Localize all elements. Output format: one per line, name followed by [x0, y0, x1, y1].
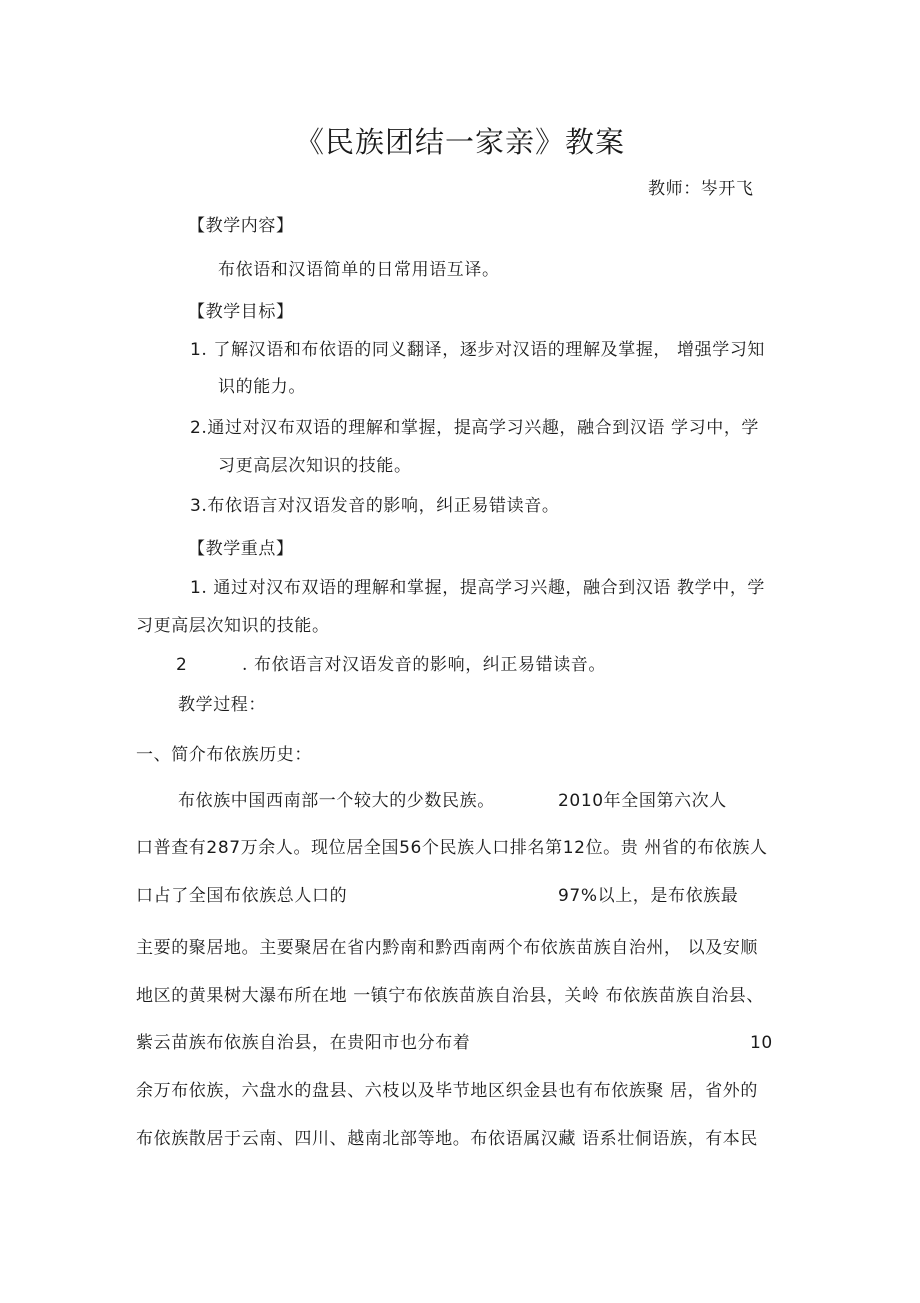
- heading-content: 【教学内容】: [188, 216, 294, 236]
- heading-key-points: 【教学重点】: [188, 539, 294, 559]
- history-line-1b: [558, 789, 727, 813]
- objective-1: [190, 338, 765, 362]
- history-line-1a: 布依族中国西南部一个较大的少数民族。: [178, 791, 495, 811]
- objective-2-cont: 习更高层次知识的技能。: [218, 456, 412, 476]
- rank-number: 12: [562, 838, 586, 858]
- percent-number: 97%: [558, 886, 598, 906]
- history-line-7: 余万布依族，六盘水的盘县、六枝以及毕节地区织金县也有布依族聚 居，省外的: [136, 1081, 759, 1101]
- key-point-1: [190, 576, 765, 600]
- history-line-8: 布依族散居于云南、四川、越南北部等地。布依语属汉藏 语系壮侗语族，有本民: [136, 1129, 759, 1149]
- content-text: 布依语和汉语简单的日常用语互译。: [218, 260, 500, 280]
- objective-1-cont: 识的能力。: [218, 377, 306, 397]
- history-heading: 一、简介布依族历史：: [136, 745, 312, 765]
- key-point-2-number: [176, 653, 187, 677]
- key-point-1-number: 1: [190, 578, 202, 598]
- history-line-3b: [558, 884, 738, 908]
- history-line-2-c: 个民族人口排名第: [421, 838, 563, 858]
- key-point-2-num: 2: [176, 655, 188, 675]
- objective-1-text: . 了解汉语和布依语的同义翻译，逐步对汉语的理解及掌握， 增强学习知: [201, 340, 766, 360]
- history-line-3a: 口占了全国布依族总人口的: [136, 886, 348, 906]
- objective-3: [190, 494, 559, 518]
- objective-2: [190, 416, 759, 440]
- history-line-6b: [750, 1031, 773, 1055]
- history-line-2: [136, 836, 768, 860]
- history-line-6a: 紫云苗族布依族自治县，在贵阳市也分布着: [136, 1033, 471, 1053]
- key-point-1-cont: 习更高层次知识的技能。: [136, 616, 330, 636]
- census-year: 2010: [558, 791, 604, 811]
- population-number: 287: [206, 838, 241, 858]
- page-title: 《民族团结一家亲》教案: [294, 125, 625, 159]
- history-line-5: 地区的黄果树大瀑布所在地 一镇宁布依族苗族自治县，关岭 布依族苗族自治县、: [136, 986, 765, 1006]
- objective-1-number: 1: [190, 340, 202, 360]
- history-line-2-a: 口普查有: [136, 838, 207, 858]
- teacher-name: 教师：岑开飞: [648, 179, 754, 199]
- ethnic-count: 56: [399, 838, 422, 858]
- key-point-2-text: . 布依语言对汉语发音的影响，纠正易错读音。: [242, 655, 607, 675]
- key-point-1-text: . 通过对汉布双语的理解和掌握，提高学习兴趣，融合到汉语 教学中，学: [201, 578, 766, 598]
- history-line-2-b: 万余人。现位居全国: [240, 838, 400, 858]
- history-line-1b-text: 年全国第六次人: [603, 791, 727, 811]
- process-label: 教学过程：: [178, 695, 266, 715]
- objective-2-number: 2: [190, 418, 202, 438]
- objective-2-text: .通过对汉布双语的理解和掌握，提高学习兴趣，融合到汉语 学习中，学: [201, 418, 760, 438]
- heading-objectives: 【教学目标】: [188, 302, 294, 322]
- guiyang-number: 10: [750, 1033, 773, 1053]
- history-line-4: 主要的聚居地。主要聚居在省内黔南和黔西南两个布依族苗族自治州， 以及安顺: [136, 938, 759, 958]
- objective-3-number: 3: [190, 496, 202, 516]
- history-line-2-d: 位。贵 州省的布依族人: [585, 838, 768, 858]
- history-line-3b-text: 以上，是布依族最: [597, 886, 739, 906]
- objective-3-text: .布依语言对汉语发音的影响，纠正易错读音。: [201, 496, 560, 516]
